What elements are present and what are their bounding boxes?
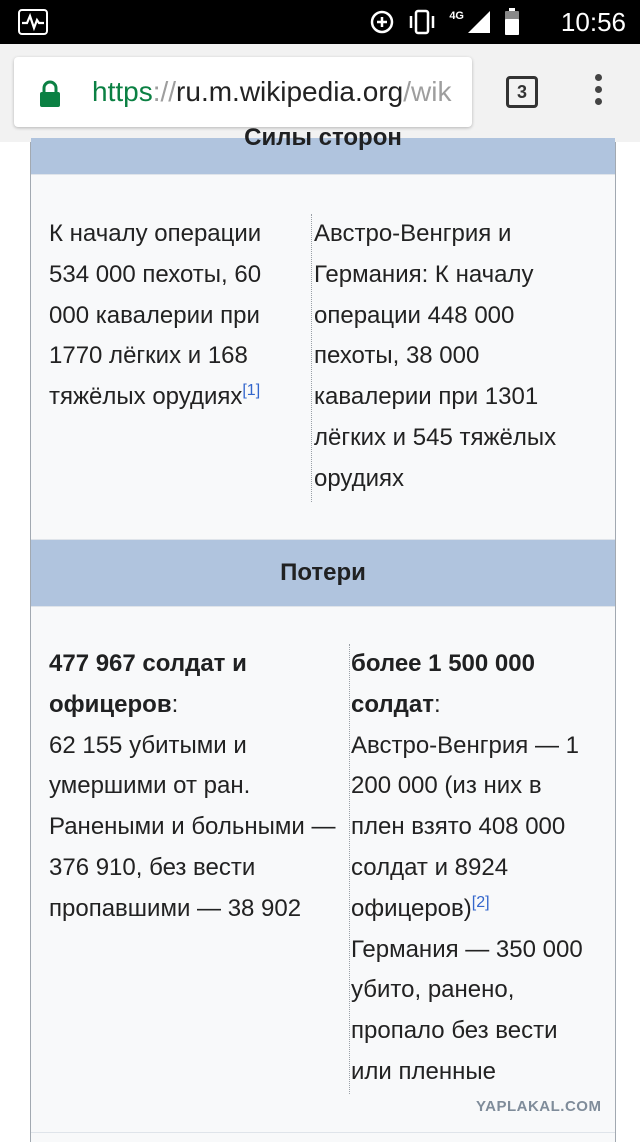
url-host: ru.m.wikipedia.org — [176, 76, 404, 107]
losses-right-cell — [351, 644, 601, 1093]
losses-right-colon: : — [434, 690, 441, 718]
reference-link[interactable]: [1] — [242, 382, 261, 400]
infobox — [30, 124, 616, 1142]
forces-left-text: К началу операции 534 000 пехоты, 60 000 кавалерии при 1770 лёгких и 168 тяжёлых орудиях — [49, 220, 262, 411]
losses-right-bold: более 1 500 000 солдат — [351, 650, 535, 718]
losses-left-bold: 477 967 солдат и офицеров — [49, 650, 247, 718]
losses-left-colon: : — [171, 690, 179, 718]
url-bar[interactable] — [14, 57, 472, 127]
losses-left-cell — [49, 644, 339, 930]
forces-right-cell: Австро-Венгрия и Германия: К началу операции 448 000 пехоты, 38 000 кавалерии при 1301 лёгких и 545 тяжёлых орудиях — [314, 220, 557, 492]
lock-icon — [40, 81, 60, 107]
losses-header: Потери — [31, 540, 615, 606]
url-text[interactable] — [92, 75, 451, 109]
divider — [31, 606, 615, 607]
column-separator — [349, 644, 350, 1094]
signal-icon — [466, 9, 492, 35]
url-separator: :// — [152, 76, 177, 107]
forces-header — [31, 124, 615, 174]
status-bar — [0, 0, 640, 44]
overflow-menu-icon[interactable] — [590, 74, 606, 114]
losses-left-text: 62 155 убитыми и умершими от ран. Ранеными и больными — 376 910, без вести пропавшими — 38 902 — [49, 731, 336, 922]
reference-link[interactable]: [2] — [471, 893, 490, 911]
url-path: /wik — [403, 76, 452, 107]
forces-left-cell — [49, 214, 289, 418]
network-type: 4G — [449, 10, 464, 22]
pulse-icon — [18, 9, 48, 35]
status-icons — [369, 8, 520, 36]
vibrate-icon — [407, 9, 437, 35]
tab-switcher-button[interactable]: 3 — [506, 76, 538, 108]
battery-icon — [504, 8, 520, 36]
divider — [31, 174, 615, 175]
watermark: YAPLAKAL.COM — [476, 1098, 602, 1115]
url-scheme: https — [92, 76, 153, 107]
divider — [31, 1132, 615, 1133]
forces-header-label: Силы сторон — [244, 124, 402, 151]
clock: 10:56 — [560, 7, 626, 37]
data-saver-icon — [369, 9, 395, 35]
losses-right-text-1: Австро-Венгрия — 1 200 000 (из них в плен взято 408 000 солдат и 8924 офицеров) — [351, 731, 579, 922]
losses-right-text-2: Германия — 350 000 убито, ранено, пропало без вести или пленные — [351, 935, 583, 1085]
column-separator — [311, 214, 312, 502]
